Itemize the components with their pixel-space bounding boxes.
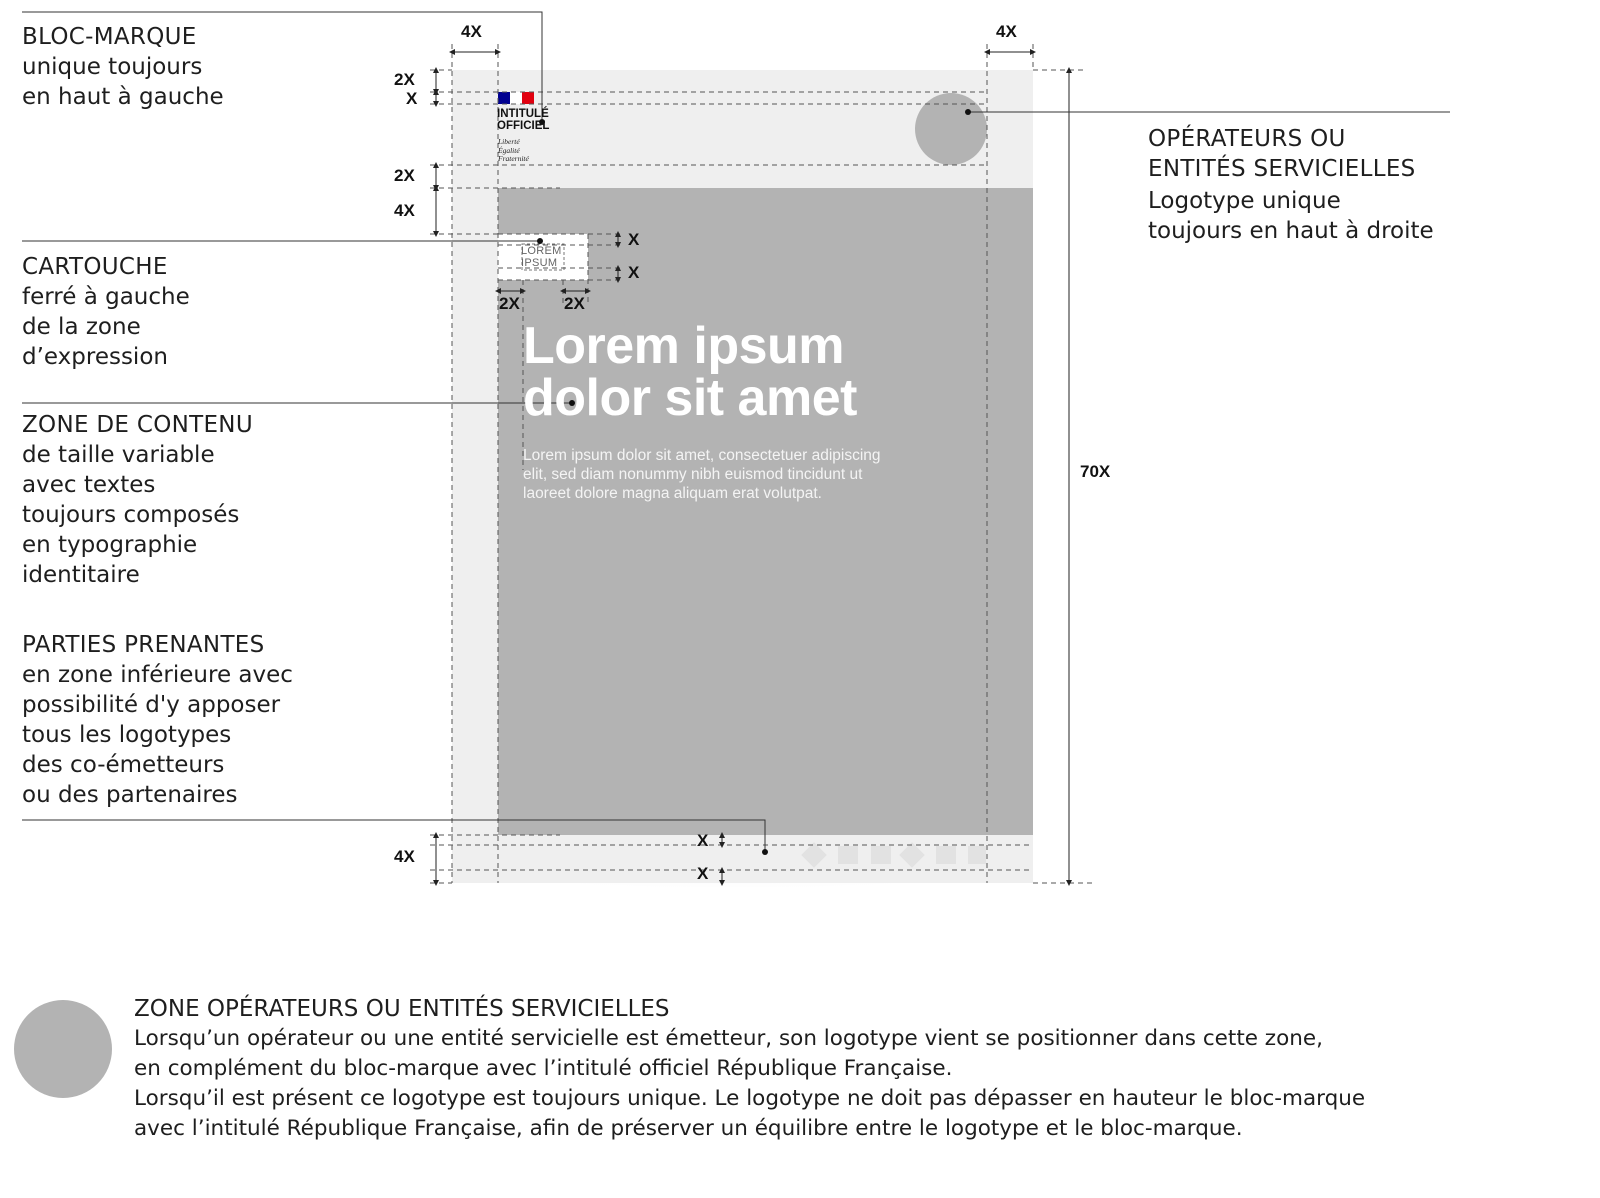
poster-title-line: Lorem ipsum bbox=[523, 317, 844, 375]
annotation-zone-contenu bbox=[22, 410, 253, 590]
dim-cartouche-top: X bbox=[628, 230, 640, 249]
annotation-title: PARTIES PRENANTES bbox=[22, 632, 265, 658]
annotation-title: BLOC-MARQUE bbox=[22, 24, 197, 50]
dim-flag-height: X bbox=[406, 89, 418, 108]
poster-body: Lorem ipsum dolor sit amet, consectetuer adipiscing elit, sed diam nonummy nibh euismod tincidunt ut laoreet dolore magna aliquam erat volutpat. bbox=[523, 447, 881, 502]
cartouche-line: LOREM bbox=[521, 245, 562, 257]
annotation-title: ENTITÉS SERVICIELLES bbox=[1148, 156, 1416, 182]
annotation-title: CARTOUCHE bbox=[22, 254, 168, 280]
dim-cartouche-right: 2X bbox=[564, 294, 585, 313]
annotation-line: ferré à gauche bbox=[22, 284, 190, 310]
annotation-line: identitaire bbox=[22, 562, 140, 588]
annotation-operateurs bbox=[1148, 124, 1434, 246]
dim-cartouche-left: 2X bbox=[499, 294, 520, 313]
dim-content-top: 4X bbox=[394, 201, 415, 220]
footer-line: avec l’intitulé République Française, afin de préserver un équilibre entre le logotype et le bloc-marque. bbox=[134, 1116, 1243, 1141]
annotation-cartouche bbox=[22, 252, 190, 372]
footer-line: Lorsqu’il est présent ce logotype est toujours unique. Le logotype ne doit pas dépasser en hauteur le bloc-marque bbox=[134, 1086, 1366, 1111]
annotation-line: toujours composés bbox=[22, 502, 240, 528]
annotation-title: OPÉRATEURS OU bbox=[1148, 126, 1346, 152]
annotation-line: en haut à gauche bbox=[22, 84, 224, 110]
annotation-line: en typographie bbox=[22, 532, 198, 558]
devise-line: Égalité bbox=[498, 145, 520, 155]
annotation-line: en zone inférieure avec bbox=[22, 662, 293, 688]
annotation-line: de la zone bbox=[22, 314, 141, 340]
bloc-marque-name bbox=[497, 108, 549, 132]
dim-footer-top: X bbox=[697, 831, 709, 850]
annotation-line: unique toujours bbox=[22, 54, 203, 80]
content-zone bbox=[498, 188, 1033, 835]
annotation-title: ZONE DE CONTENU bbox=[22, 412, 253, 438]
devise-line: Fraternité bbox=[498, 154, 529, 163]
footer-title: ZONE OPÉRATEURS OU ENTITÉS SERVICIELLES bbox=[134, 996, 670, 1022]
annotation-line: des co-émetteurs bbox=[22, 752, 225, 778]
dim-top-right-margin: 4X bbox=[996, 22, 1017, 41]
bloc-marque-devise bbox=[498, 138, 529, 164]
poster-title-line: dolor sit amet bbox=[523, 369, 857, 427]
flag-icon bbox=[498, 92, 534, 104]
dim-header-top: 2X bbox=[394, 70, 415, 89]
footer-explanation bbox=[134, 994, 1365, 1144]
dim-cartouche-bottom: X bbox=[628, 263, 640, 282]
bloc-marque-line: OFFICIEL bbox=[497, 120, 550, 132]
annotation-line: avec textes bbox=[22, 472, 156, 498]
dim-footer-height: 4X bbox=[394, 847, 415, 866]
annotation-line: Logotype unique bbox=[1148, 188, 1341, 214]
footer-line: en complément du bloc-marque avec l’intitulé officiel République Française. bbox=[134, 1056, 953, 1081]
cartouche-text bbox=[521, 245, 562, 269]
dim-top-left-margin: 4X bbox=[461, 22, 482, 41]
bloc-marque-line: INTITULÉ bbox=[497, 108, 549, 120]
annotation-line: tous les logotypes bbox=[22, 722, 232, 748]
dim-total-height: 70X bbox=[1080, 462, 1111, 481]
poster-title bbox=[523, 317, 857, 427]
dim-header-bottom: 2X bbox=[394, 166, 415, 185]
devise-line: Liberté bbox=[498, 137, 520, 146]
annotation-line: ou des partenaires bbox=[22, 782, 238, 808]
annotation-parties-prenantes bbox=[22, 630, 293, 810]
annotation-line: de taille variable bbox=[22, 442, 215, 468]
annotation-bloc-marque bbox=[22, 22, 224, 112]
cartouche-line: IPSUM bbox=[521, 257, 558, 269]
annotation-line: toujours en haut à droite bbox=[1148, 218, 1434, 244]
footer-line: Lorsqu’un opérateur ou une entité servicielle est émetteur, son logotype vient se positionner dans cette zone, bbox=[134, 1026, 1323, 1051]
annotation-line: possibilité d'y apposer bbox=[22, 692, 281, 718]
dim-footer-bottom: X bbox=[697, 864, 709, 883]
footer-operator-circle bbox=[14, 1000, 112, 1098]
annotation-line: d’expression bbox=[22, 344, 168, 370]
